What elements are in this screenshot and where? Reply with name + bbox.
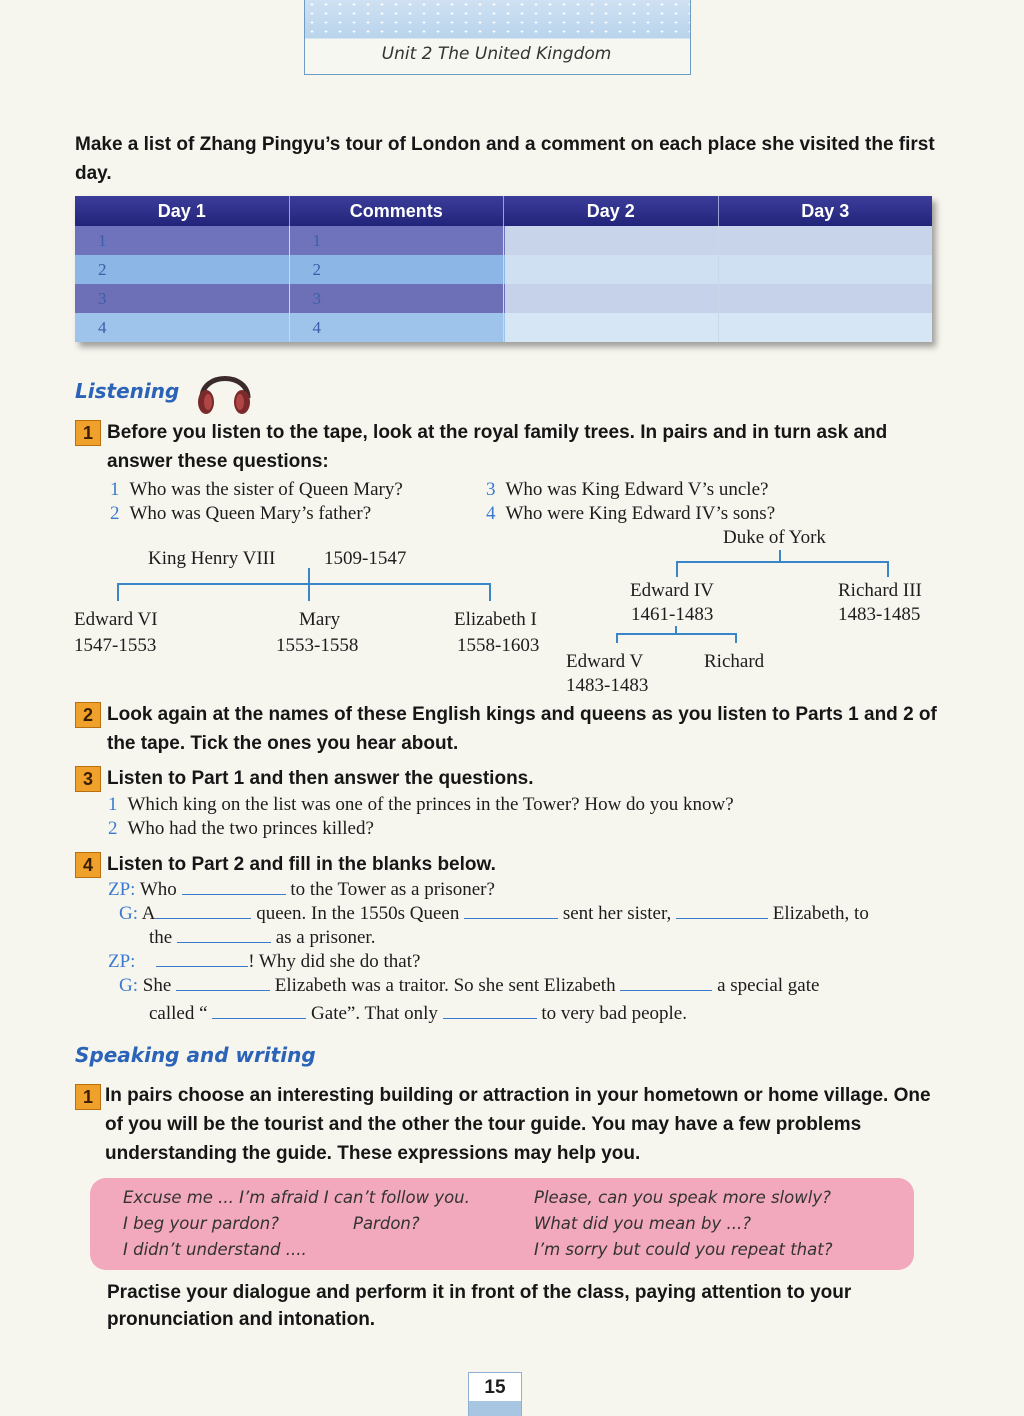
expression: I beg your pardon? <box>123 1214 279 1233</box>
exercise-number: 4 <box>75 852 101 878</box>
exercise-instruction: Listen to Part 2 and fill in the blanks below. <box>107 854 496 875</box>
practise-instruction: Practise your dialogue and perform it in front of the class, paying attention to your pronunciation and intonation. <box>107 1282 852 1330</box>
expression: Pardon? <box>353 1214 420 1233</box>
headphones-icon <box>192 362 258 418</box>
blank-field[interactable] <box>156 952 248 967</box>
dialogue-line: ZP: Who to the Tower as a prisoner? <box>108 879 495 900</box>
tour-table <box>75 196 932 342</box>
expression: Please, can you speak more slowly? <box>534 1188 831 1207</box>
table-cell[interactable] <box>504 226 719 255</box>
blank-field[interactable] <box>464 904 558 919</box>
question-item: 3 Who was King Edward V’s uncle? <box>486 479 769 500</box>
column-header: Day 1 <box>75 196 290 226</box>
tree-edward4-years: 1461-1483 <box>631 604 714 625</box>
table-cell[interactable] <box>504 284 719 313</box>
tree-elizabeth-years: 1558-1603 <box>457 635 540 656</box>
tree-edward5: Edward V <box>566 651 644 672</box>
exercise-number: 3 <box>75 766 101 792</box>
exercise-instruction: Look again at the names of these English kings and queens as you listen to Parts 1 and 2 of the tape. Tick the ones you hear about. <box>107 704 937 754</box>
table-cell[interactable] <box>719 255 933 284</box>
blank-field[interactable] <box>176 976 270 991</box>
tree-mary-years: 1553-1558 <box>276 635 359 656</box>
exercise-instruction: In pairs choose an interesting building or attraction in your hometown or home village. One of you will be the tourist and the other the tour guide. You may have a few problems understanding the guide. These expressions may help you. <box>105 1085 931 1164</box>
tree-richard: Richard <box>704 651 765 672</box>
dialogue-line: ZP: ! Why did she do that? <box>108 951 421 972</box>
blank-field[interactable] <box>182 880 286 895</box>
tree-edward6: Edward VI <box>74 609 158 630</box>
tree-henry: King Henry VIII <box>148 548 276 569</box>
page-number: 15 <box>468 1372 522 1416</box>
blank-field[interactable] <box>212 1004 306 1019</box>
expressions-box <box>90 1178 914 1270</box>
tree-elizabeth: Elizabeth I <box>454 609 537 630</box>
table-cell[interactable] <box>719 284 933 313</box>
unit-title: Unit 2 The United Kingdom <box>381 44 612 64</box>
table-cell[interactable] <box>504 255 719 284</box>
tree-duke-york: Duke of York <box>723 527 826 548</box>
question-item: 1 Which king on the list was one of the princes in the Tower? How do you know? <box>108 794 734 815</box>
exercise-instruction: Before you listen to the tape, look at the royal family trees. In pairs and in turn ask and answer these questions: <box>107 422 888 472</box>
question-item: 1 Who was the sister of Queen Mary? <box>110 479 403 500</box>
exercise-number: 1 <box>75 420 101 446</box>
column-header: Comments <box>290 196 505 226</box>
table-row <box>75 255 932 284</box>
table-cell[interactable]: 4 <box>290 313 505 342</box>
blank-field[interactable] <box>177 928 271 943</box>
table-row <box>75 226 932 255</box>
tree-edward5-years: 1483-1483 <box>566 675 649 696</box>
speaking-title: Speaking and writing <box>75 1043 316 1067</box>
table-cell[interactable]: 1 <box>75 226 290 255</box>
tree-mary: Mary <box>299 609 341 630</box>
column-header: Day 3 <box>801 201 850 221</box>
expression: Excuse me ... I’m afraid I can’t follow you. <box>123 1188 470 1207</box>
table-cell[interactable] <box>719 313 933 342</box>
blank-field[interactable] <box>620 976 712 991</box>
table-cell[interactable]: 4 <box>75 313 290 342</box>
blank-field[interactable] <box>676 904 768 919</box>
question-item: 4 Who were King Edward IV’s sons? <box>486 503 776 524</box>
table-row <box>75 284 932 313</box>
exercise-number: 2 <box>75 702 101 728</box>
dialogue-line: G: A queen. In the 1550s Queen sent her sister, Elizabeth, to <box>119 903 869 924</box>
tree-richard3-years: 1483-1485 <box>838 604 921 625</box>
table-cell[interactable]: 2 <box>75 255 290 284</box>
table-cell[interactable]: 3 <box>75 284 290 313</box>
expression: I didn’t understand .... <box>123 1240 307 1259</box>
task-intro: Make a list of Zhang Pingyu’s tour of London and a comment on each place she visited the first day. <box>75 134 935 184</box>
table-cell[interactable] <box>504 313 719 342</box>
table-row <box>75 313 932 342</box>
expression: I’m sorry but could you repeat that? <box>534 1240 833 1259</box>
table-cell[interactable]: 1 <box>290 226 505 255</box>
dialogue-line: called “ Gate”. That only to very bad people. <box>149 1003 687 1024</box>
table-cell[interactable]: 3 <box>290 284 505 313</box>
tree-richard3: Richard III <box>838 580 922 601</box>
expression: What did you mean by ...? <box>534 1214 751 1233</box>
blank-field[interactable] <box>155 904 251 919</box>
blank-field[interactable] <box>443 1004 537 1019</box>
royal-family-tree <box>74 527 935 700</box>
question-item: 2 Who was Queen Mary’s father? <box>110 503 372 524</box>
column-header: Day 2 <box>504 196 719 226</box>
tree-henry-years: 1509-1547 <box>324 548 407 569</box>
tree-edward4: Edward IV <box>630 580 714 601</box>
dialogue-line: G: She Elizabeth was a traitor. So she sent Elizabeth a special gate <box>119 975 820 996</box>
tree-edward6-years: 1547-1553 <box>74 635 157 656</box>
exercise-instruction: Listen to Part 1 and then answer the questions. <box>107 768 534 789</box>
table-header-row <box>75 196 932 226</box>
table-cell[interactable]: 2 <box>290 255 505 284</box>
question-item: 2 Who had the two princes killed? <box>108 818 374 839</box>
listening-title: Listening <box>75 379 180 403</box>
table-cell[interactable] <box>719 226 933 255</box>
exercise-number: 1 <box>75 1084 101 1110</box>
dialogue-line: the as a prisoner. <box>149 927 376 948</box>
